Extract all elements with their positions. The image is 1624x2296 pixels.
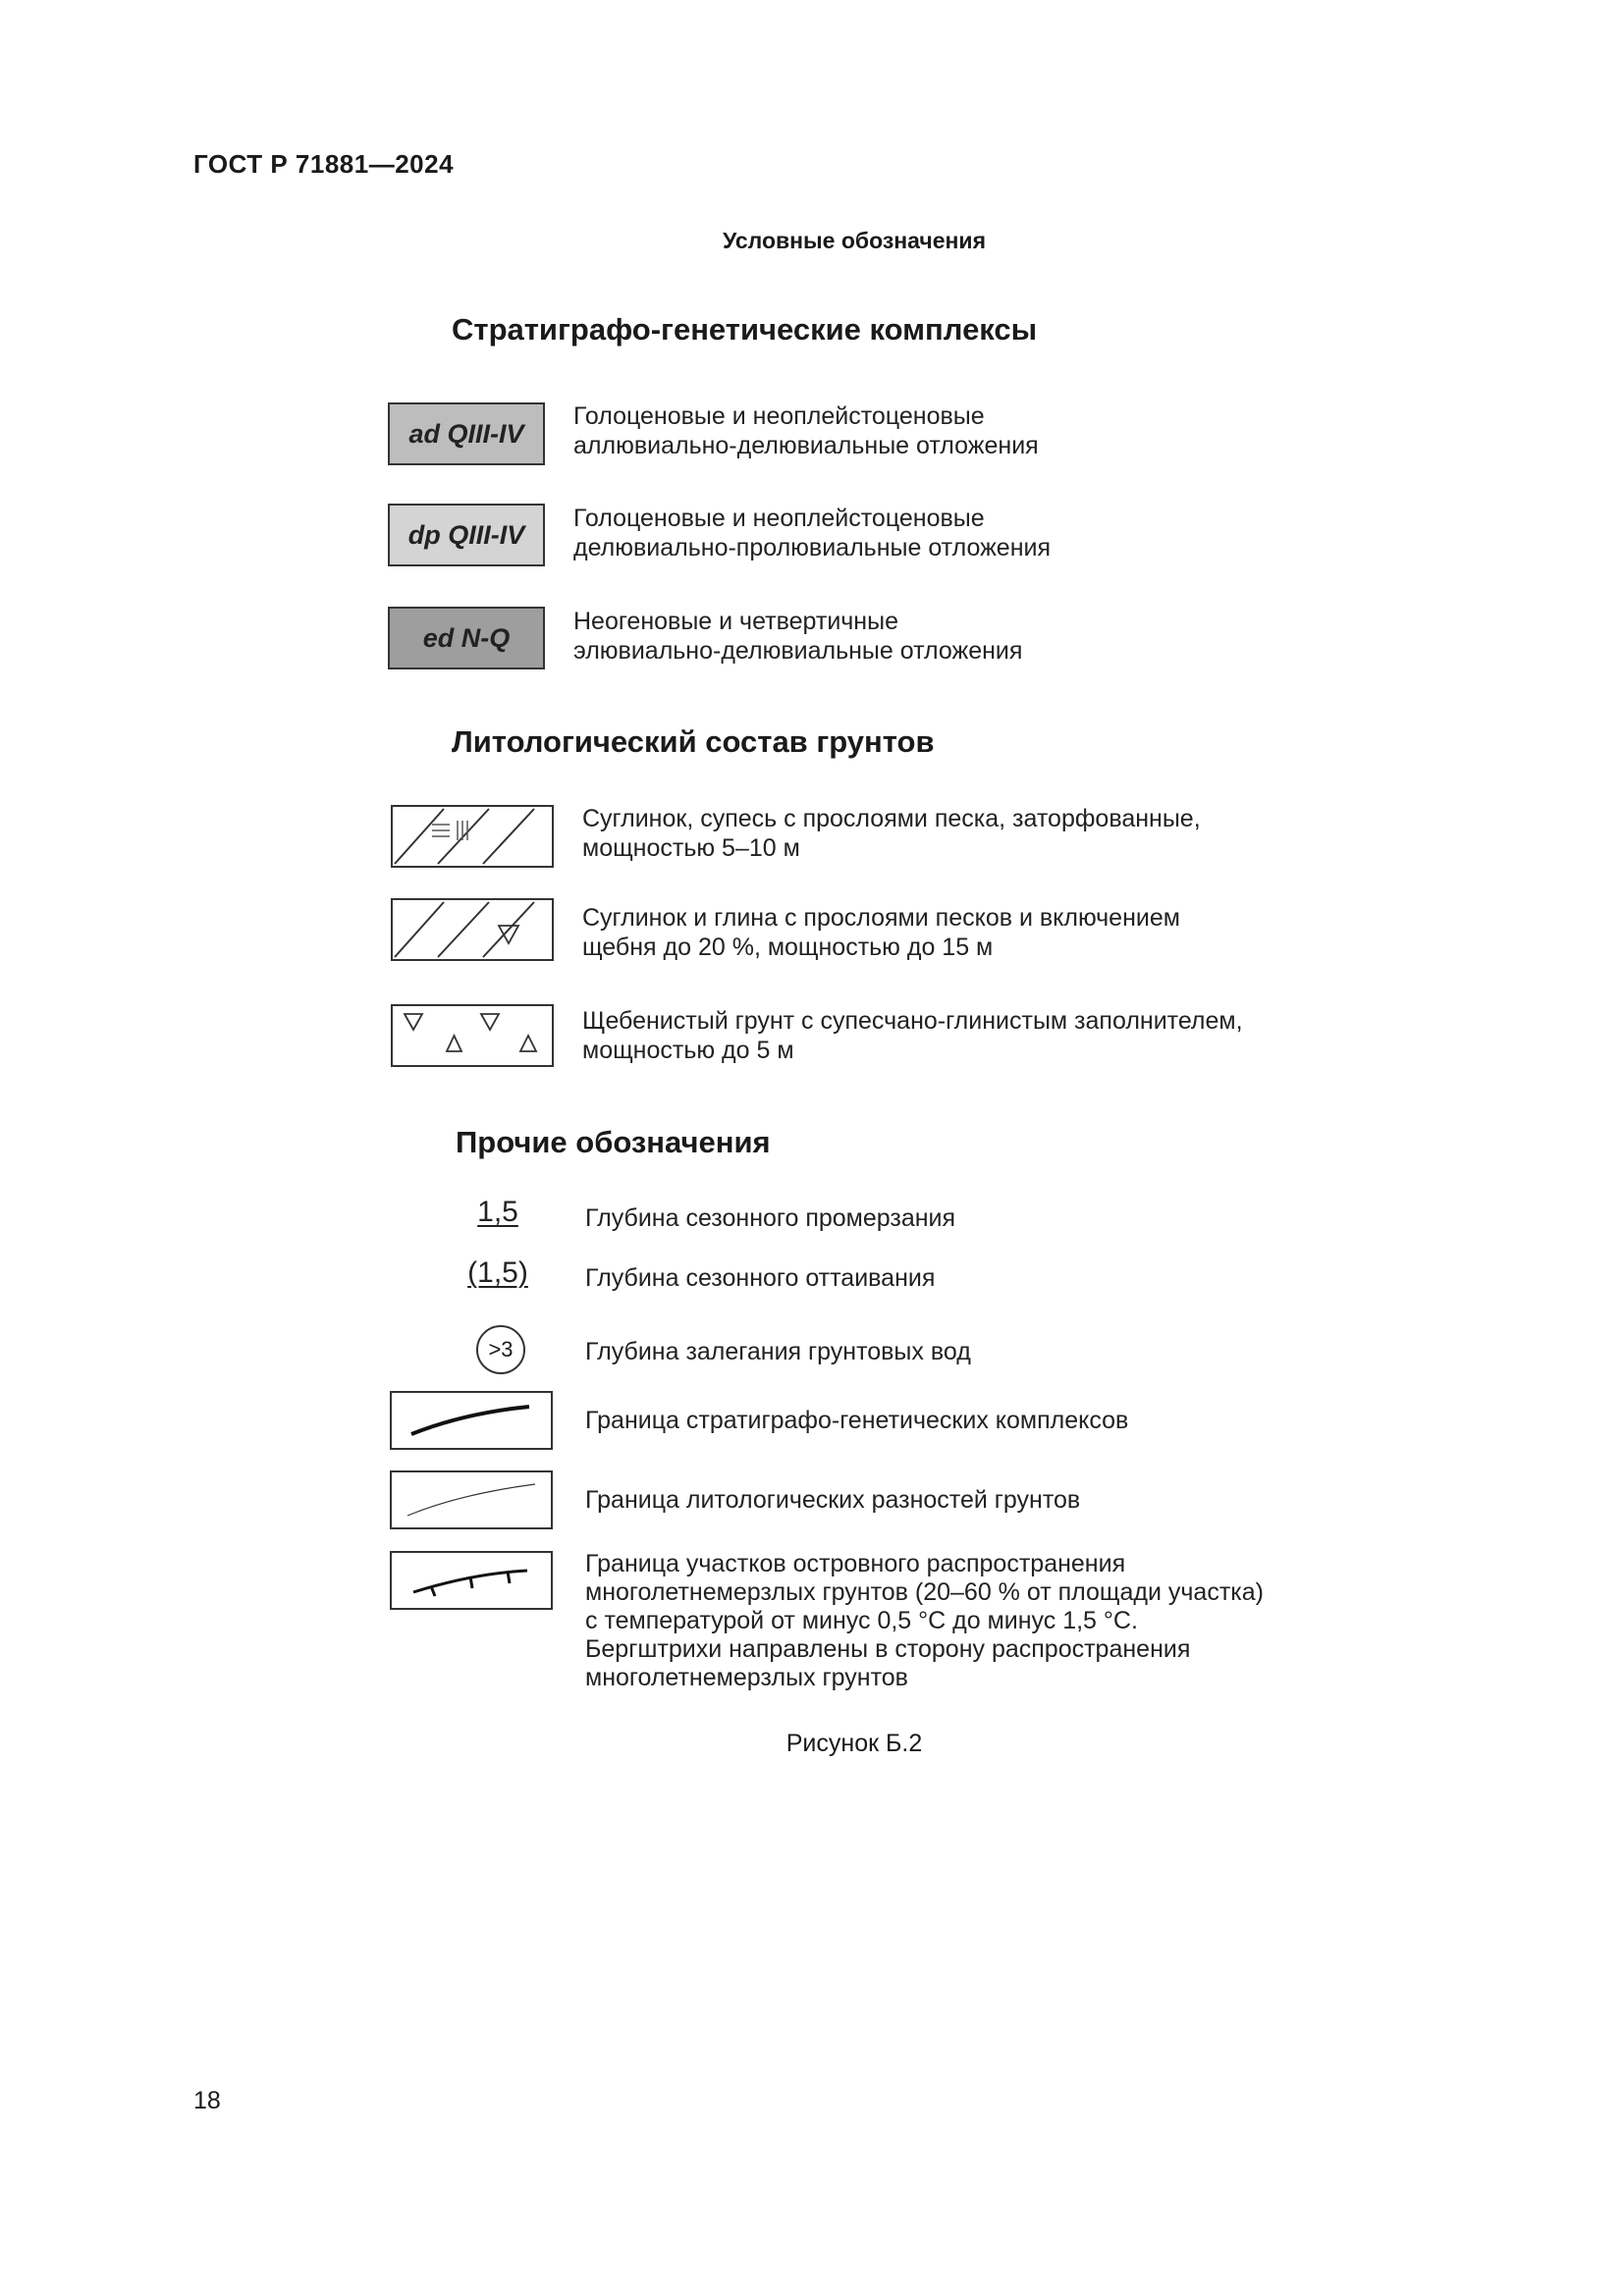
strat-desc-dp: Голоценовые и неоплейстоценовые делювиально-пролювиальные отложения <box>573 505 1051 561</box>
document-code: ГОСТ Р 71881—2024 <box>193 149 455 179</box>
thaw-depth-symbol: (1,5) <box>467 1256 528 1289</box>
page-number: 18 <box>193 2087 221 2114</box>
litho-desc-1: Суглинок, супесь с прослоями песка, заторфованные, мощностью 5–10 м <box>582 805 1201 862</box>
groundwater-depth-symbol: >3 <box>476 1325 525 1374</box>
strat-swatch-ad: ad QIII-IV <box>388 402 545 465</box>
litho-desc-2: Суглинок и глина с прослоями песков и включением щебня до 20 %, мощностью до 15 м <box>582 904 1180 961</box>
permafrost-boundary-symbol <box>390 1551 553 1610</box>
strat-desc-ad: Голоценовые и неоплейстоценовые аллювиально-делювиальные отложения <box>573 402 1039 459</box>
litho-section-title: Литологический состав грунтов <box>452 724 935 759</box>
hatch-peat-icon <box>393 807 552 866</box>
thick-curve-icon <box>392 1393 551 1448</box>
hatch-gravel-icon <box>393 900 552 959</box>
strat-desc-ed: Неогеновые и четвертичные элювиально-делювиальные отложения <box>573 608 1023 665</box>
litho-boundary-symbol <box>390 1470 553 1529</box>
hachured-line-icon <box>392 1553 551 1608</box>
thaw-depth-text: Глубина сезонного оттаивания <box>585 1264 936 1292</box>
groundwater-depth-text: Глубина залегания грунтовых вод <box>585 1338 971 1365</box>
freeze-depth-symbol: 1,5 <box>477 1196 518 1228</box>
legend-title: Условные обозначения <box>722 228 986 253</box>
figure-caption: Рисунок Б.2 <box>785 1730 923 1757</box>
triangles-icon <box>393 1006 552 1065</box>
litho-pattern-loam-clay <box>391 898 554 961</box>
litho-boundary-text: Граница литологических разностей грунтов <box>585 1486 1081 1514</box>
freeze-depth-text: Глубина сезонного промерзания <box>585 1204 956 1232</box>
permafrost-boundary-text: Граница участков островного распространения многолетнемерзлых грунтов (20–60 % от площади участка) с температурой от минус 0,5 °С до минус 1,5 °С. Бергштрихи направлены в сторону распространения многолетнемерзлых грунтов <box>585 1550 1264 1691</box>
strat-section-title: Стратиграфо-генетические комплексы <box>452 312 1038 347</box>
litho-pattern-gravel <box>391 1004 554 1067</box>
strat-swatch-dp: dp QIII-IV <box>388 504 545 566</box>
litho-pattern-loam-peat <box>391 805 554 868</box>
strat-swatch-ed: ed N-Q <box>388 607 545 669</box>
strat-boundary-symbol <box>390 1391 553 1450</box>
strat-boundary-text: Граница стратиграфо-генетических комплексов <box>585 1407 1129 1434</box>
litho-desc-3: Щебенистый грунт с супесчано-глинистым заполнителем, мощностью до 5 м <box>582 1007 1243 1064</box>
thin-curve-icon <box>392 1472 551 1527</box>
other-section-title: Прочие обозначения <box>456 1125 771 1159</box>
